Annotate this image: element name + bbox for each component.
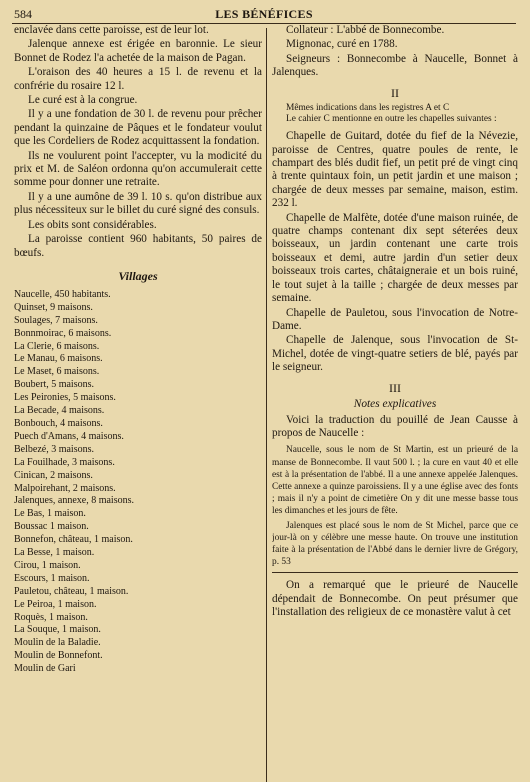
list-item: Bonbouch, 4 maisons. bbox=[14, 417, 103, 429]
paragraph: Le curé est à la congrue. bbox=[28, 94, 138, 107]
paragraph: enclavée dans cette paroisse, est de leur lot. bbox=[14, 24, 209, 36]
list-item: Boussac 1 maison. bbox=[14, 521, 89, 533]
list-item: Naucelle, 450 habitants. bbox=[14, 288, 111, 300]
running-header bbox=[14, 6, 514, 22]
pouille-quote: Jalenques est placé sous le nom de St Michel, parce que ce jour-là on y célèbre une messe haute. On trouve une institution faite à la présentation de l'Abbé dans le dernier livre de Grégory, p. 53 bbox=[272, 520, 518, 568]
list-item: Le Manau, 6 maisons. bbox=[14, 353, 103, 365]
list-item: Bonnefon, château, 1 maison. bbox=[14, 534, 133, 546]
chapel-entry: Chapelle de Guitard, dotée du fief de la Névezie, paroisse de Centres, quatre poules de rente, le champart des blés dudit fief, un petit pré de vingt cinq à trente quintaux foin, un petit jardin et une maison ; chargée de deux messes par semaine, maison, estim. 232 l. bbox=[272, 130, 518, 210]
list-item: La Souque, 1 maison. bbox=[14, 624, 101, 636]
paragraph: Jalenque annexe est érigée en baronnie. Le sieur Bonnet de Rodez l'a achetée de la maison de Pagan. bbox=[14, 38, 262, 64]
section-heading-ii: II bbox=[391, 85, 399, 100]
list-item: Boubert, 5 maisons. bbox=[14, 379, 94, 391]
list-item: Malpoirehant, 2 maisons. bbox=[14, 482, 116, 494]
list-item: Le Bas, 1 maison. bbox=[14, 508, 86, 520]
list-item: Les Peironies, 5 maisons. bbox=[14, 392, 116, 404]
notes-heading: Notes explicatives bbox=[353, 397, 437, 410]
list-item: Moulin de la Baladie. bbox=[14, 637, 101, 649]
page-number: 584 bbox=[14, 7, 32, 21]
section-heading-iii: III bbox=[389, 380, 401, 395]
paragraph: Ils ne voulurent point l'accepter, vu la modicité du prix et M. de Saléon ordonna qu'on accumulerait cette somme pour donner une retraite. bbox=[14, 149, 262, 189]
pouille-quote: Naucelle, sous le nom de St Martin, est un prieuré de la manse de Bonnecombe. Il vaut 500 l. ; la cure en vaut 40 et elle est à la présentation de l'abbé. Il a une annexe appelée Jalenques. Cette annexe a quinze paroissiens. Il y a une église avec des fonts ; mais il n'y a point de cimetière On y dit une messe basse tous les dimanches et les jours de fête. bbox=[272, 445, 518, 517]
list-item: La Clerie, 6 maisons. bbox=[14, 340, 100, 352]
registers-note: Mêmes indications dans les registres A et C bbox=[286, 102, 450, 113]
column-divider bbox=[266, 28, 267, 782]
notes-rule bbox=[272, 572, 518, 573]
list-item: Pauletou, château, 1 maison. bbox=[14, 585, 129, 597]
list-item: La Besse, 1 maison. bbox=[14, 547, 95, 559]
paragraph: Les obits sont considérables. bbox=[28, 218, 157, 231]
list-item: Escours, 1 maison. bbox=[14, 572, 90, 584]
seigneurs-line: Seigneurs : Bonnecombe à Naucelle, Bonnet à Jalenques. bbox=[272, 52, 518, 79]
cahier-note: Le cahier C mentionne en outre les chapelles suivantes : bbox=[286, 114, 497, 125]
paragraph: L'oraison des 40 heures a 15 l. de revenu et la confrérie du rosaire 12 l. bbox=[14, 66, 262, 92]
paragraph: Il y a une fondation de 30 l. de revenu pour prêcher pendant la quinzaine de Pâques et le fondateur voulut que les Cordeliers de Rodez acquittassent la fondation. bbox=[14, 108, 262, 148]
chapel-entry: Chapelle de Pauletou, sous l'invocation de Notre-Dame. bbox=[272, 306, 518, 332]
closing-paragraph: On a remarqué que le prieuré de Naucelle dépendait de Bonnecombe. On peut présumer que l'installation des religieux de ce monastère valut à cet bbox=[272, 579, 518, 619]
paragraph: La paroisse contient 960 habitants, 50 paires de bœufs. bbox=[14, 233, 262, 259]
list-item: Moulin de Bonnefont. bbox=[14, 650, 103, 662]
list-item: Le Peiroa, 1 maison. bbox=[14, 598, 97, 610]
villages-list bbox=[14, 289, 262, 676]
list-item: La Fouilhade, 3 maisons. bbox=[14, 456, 115, 468]
list-item: Roquès, 1 maison. bbox=[14, 611, 88, 623]
list-item: Bonnmoirac, 6 maisons. bbox=[14, 327, 112, 339]
collateur-line: Collateur : L'abbé de Bonnecombe. bbox=[286, 24, 445, 36]
right-column bbox=[272, 24, 518, 620]
list-item: Le Maset, 6 maisons. bbox=[14, 366, 100, 378]
list-item: Quinset, 9 maisons. bbox=[14, 301, 93, 313]
running-title: LES BÉNÉFICES bbox=[215, 7, 313, 21]
list-item: Jalenques, annexe, 8 maisons. bbox=[14, 495, 134, 507]
list-item: Belbezé, 3 maisons. bbox=[14, 443, 94, 455]
paragraph: Il y a une aumône de 39 l. 10 s. qu'on distribue aux plus nécessiteux sur le billet du curé signé des consuls. bbox=[14, 190, 262, 217]
chapel-entry: Chapelle de Jalenque, sous l'invocation de St-Michel, dotée de vingt-quatre setiers de blé, payés par le seigneur. bbox=[272, 334, 518, 374]
list-item: Puech d'Amans, 4 maisons. bbox=[14, 430, 124, 442]
list-item: La Becade, 4 maisons. bbox=[14, 405, 105, 417]
villages-heading: Villages bbox=[118, 268, 158, 283]
mignonac-line: Mignonac, curé en 1788. bbox=[286, 38, 398, 51]
list-item: Soulages, 7 maisons. bbox=[14, 314, 98, 326]
list-item: Cirou, 1 maison. bbox=[14, 559, 81, 571]
list-item: Moulin de Gari bbox=[14, 663, 76, 675]
list-item: Cinican, 2 maisons. bbox=[14, 469, 93, 481]
notes-intro: Voici la traduction du pouillé de Jean Causse à propos de Naucelle : bbox=[272, 413, 518, 439]
chapel-entry: Chapelle de Malfète, dotée d'une maison ruinée, de quatre champs contenant dix sept séterées deux boisseaux, un jardin contenant une carte trois boisseaux et demi, autre jardin d'un setier deux boisseaux trois cartes, châtaigneraie et un bois ruiné, le tout sujet à la taille ; chargée de deux messes par semaine. bbox=[272, 211, 518, 305]
left-column bbox=[14, 24, 262, 676]
